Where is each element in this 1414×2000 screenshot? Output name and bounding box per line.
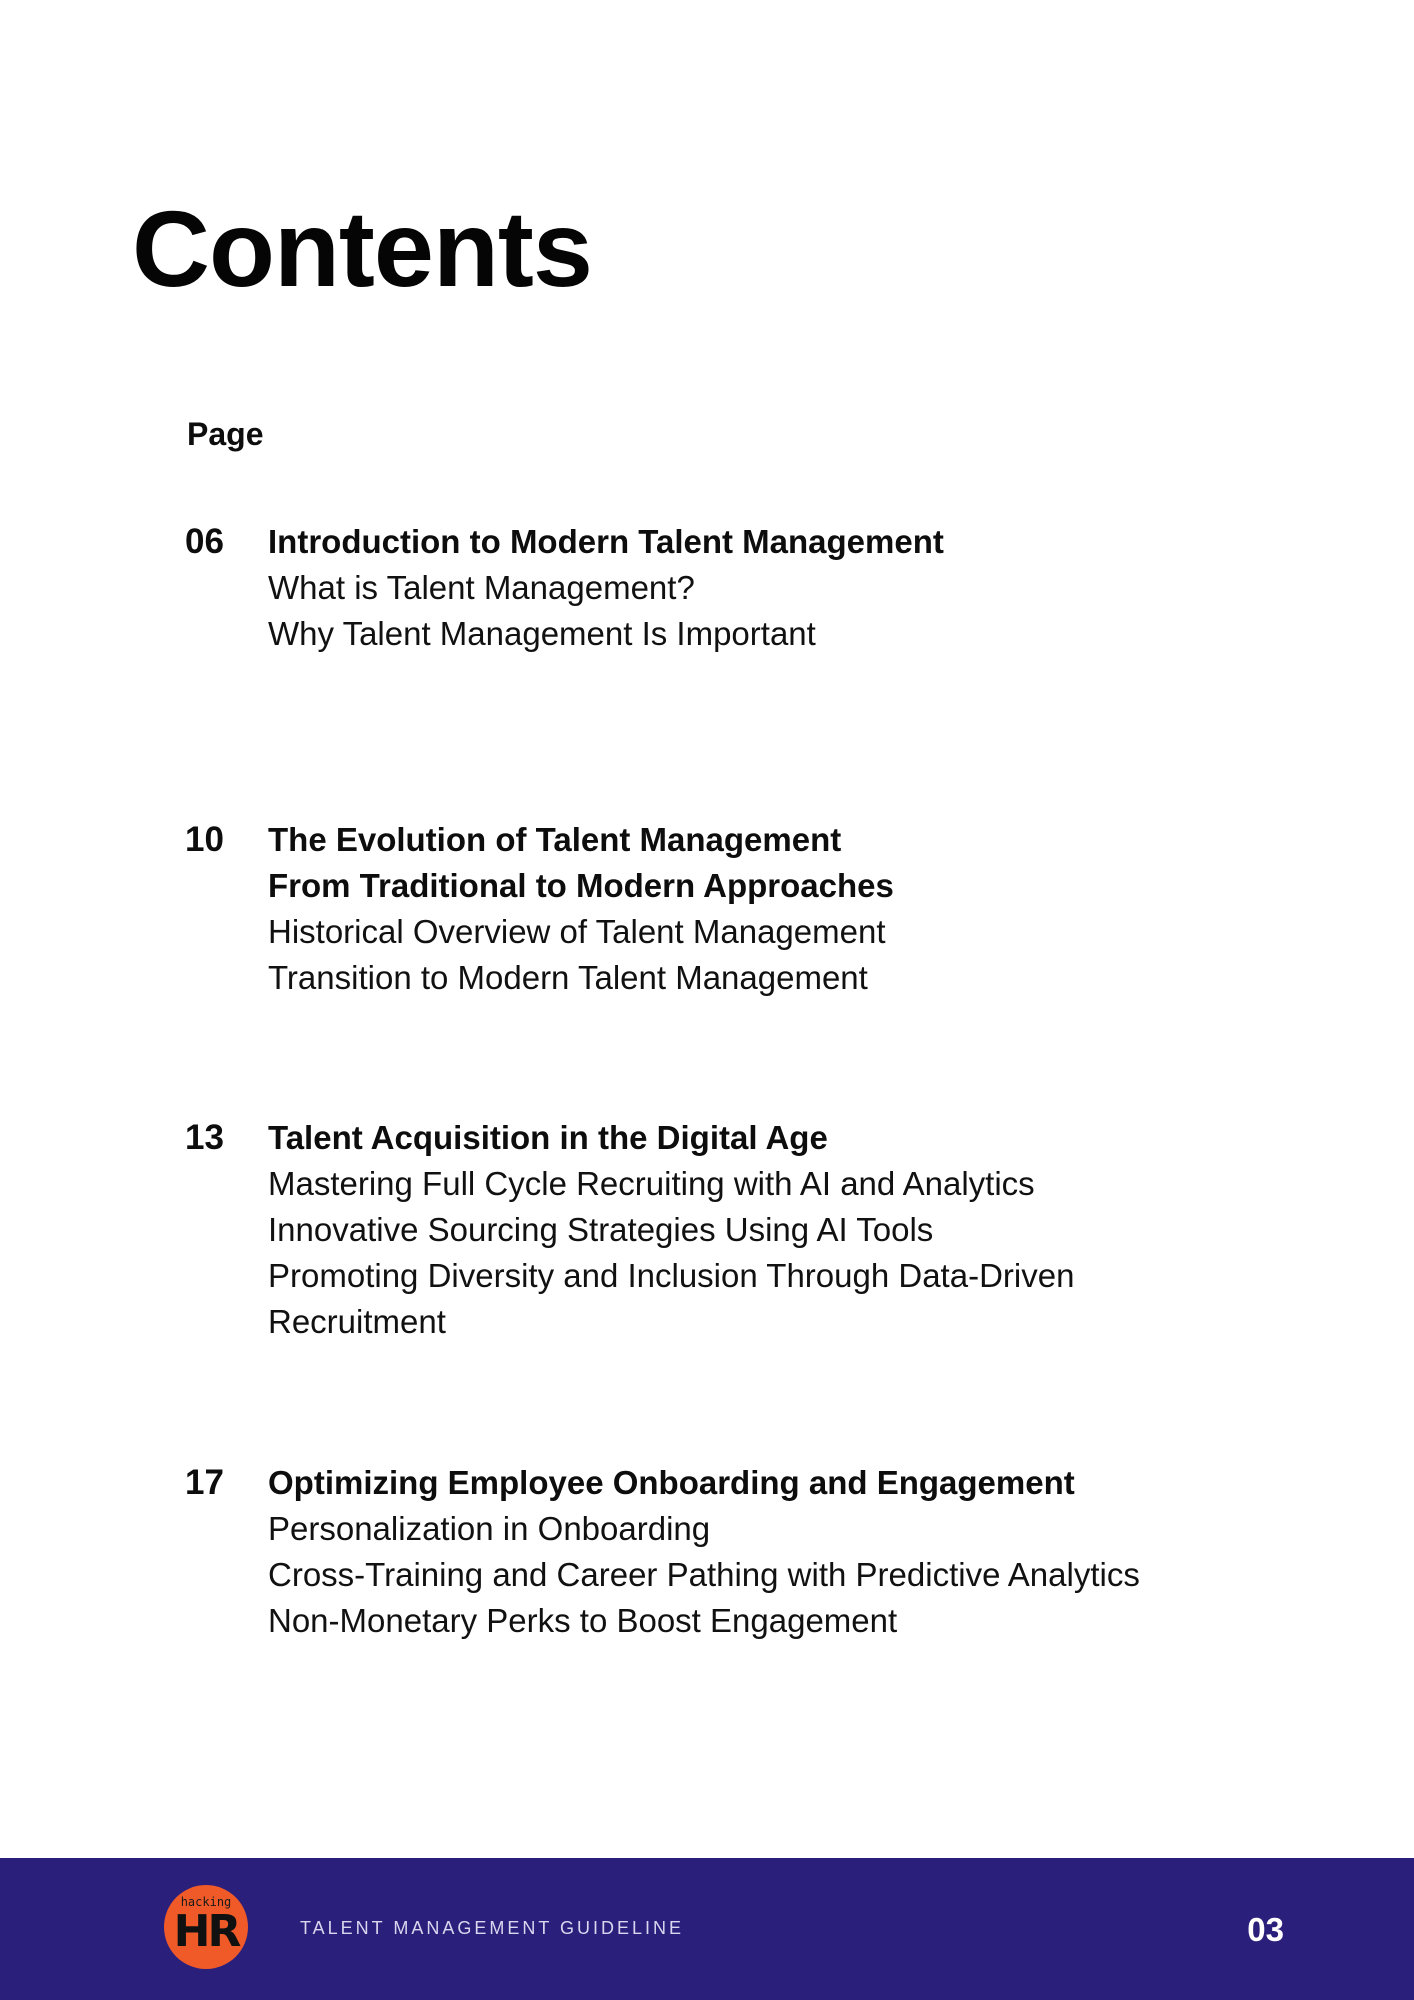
toc-section-title[interactable]: From Traditional to Modern Approaches (268, 867, 894, 904)
toc-page-number[interactable]: 13 (185, 1118, 224, 1157)
toc-subitem[interactable]: Transition to Modern Talent Management (268, 959, 868, 996)
toc-subitem[interactable]: Recruitment (268, 1303, 446, 1340)
toc-subitem[interactable]: Non-Monetary Perks to Boost Engagement (268, 1602, 898, 1639)
page-column-label: Page (187, 416, 264, 452)
toc-section-title[interactable]: Talent Acquisition in the Digital Age (268, 1119, 828, 1156)
footer-page-number: 03 (1247, 1911, 1284, 1948)
toc-subitem[interactable]: Personalization in Onboarding (268, 1510, 711, 1547)
toc-subitem[interactable]: Why Talent Management Is Important (268, 615, 816, 652)
toc-subitem[interactable]: Innovative Sourcing Strategies Using AI Tools (268, 1211, 934, 1248)
logo-big-text: HR (173, 1906, 239, 1957)
hacking-hr-logo (164, 1885, 248, 1969)
toc-section-title[interactable]: The Evolution of Talent Management (268, 821, 842, 858)
page-title: Contents (132, 188, 592, 309)
toc-section-body (268, 817, 1268, 1001)
footer-guideline-title: TALENT MANAGEMENT GUIDELINE (300, 1918, 685, 1938)
toc-subitem[interactable]: Historical Overview of Talent Management (268, 913, 886, 950)
toc-section-body (268, 519, 1268, 657)
toc-section-title[interactable]: Optimizing Employee Onboarding and Engagement (268, 1464, 1075, 1501)
toc-page-number[interactable]: 10 (185, 820, 224, 859)
toc-subitem[interactable]: Promoting Diversity and Inclusion Through Data-Driven (268, 1257, 1075, 1294)
toc-subitem[interactable]: Cross-Training and Career Pathing with Predictive Analytics (268, 1556, 1140, 1593)
toc-section-body (268, 1115, 1268, 1345)
toc-page-number[interactable]: 17 (185, 1463, 224, 1502)
toc-subitem[interactable]: Mastering Full Cycle Recruiting with AI and Analytics (268, 1165, 1035, 1202)
footer-bar (0, 1858, 1414, 2000)
toc-subitem[interactable]: What is Talent Management? (268, 569, 695, 606)
toc-section-title[interactable]: Introduction to Modern Talent Management (268, 523, 944, 560)
toc-section-body (268, 1460, 1268, 1644)
toc-page-number[interactable]: 06 (185, 522, 224, 561)
logo-small-text: hacking (180, 1895, 232, 1909)
